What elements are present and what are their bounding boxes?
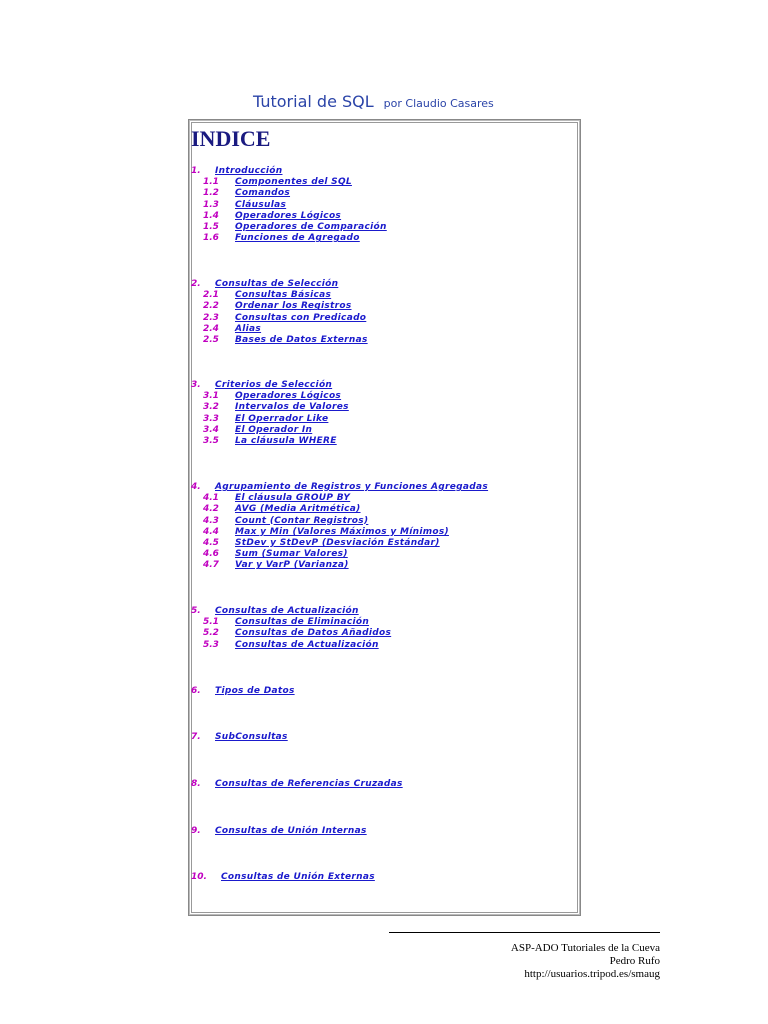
subsection-number: 1.2 xyxy=(203,188,219,199)
section-link[interactable]: Criterios de Selección xyxy=(215,380,333,390)
subsection-link[interactable]: Consultas de Actualización xyxy=(235,639,379,650)
subsection-link[interactable]: Cláusulas xyxy=(235,199,287,210)
section-number: 9. xyxy=(191,826,201,836)
subsection-number: 3.1 xyxy=(203,391,219,402)
subsection-link[interactable]: Operadores Lógicos xyxy=(235,391,342,402)
subsection-link[interactable]: Ordenar los Registros xyxy=(235,301,352,312)
subsection-number: 4.3 xyxy=(203,515,219,526)
subsection-link[interactable]: Funciones de Agregado xyxy=(235,233,360,244)
index-heading: INDICE xyxy=(191,126,271,151)
subsection-number: 3.5 xyxy=(203,436,219,446)
subsection-number: 2.3 xyxy=(203,312,219,323)
subsection-link[interactable]: El cláusula GROUP BY xyxy=(235,493,351,504)
subsection-number: 2.5 xyxy=(203,335,219,345)
section-number: 8. xyxy=(191,779,201,789)
subsection-link[interactable]: Operadores de Comparación xyxy=(235,222,387,232)
section-number: 7. xyxy=(191,732,201,742)
subsection-link[interactable]: Comandos xyxy=(235,188,291,199)
subsection-number: 4.6 xyxy=(203,549,219,560)
section-link[interactable]: Consultas de Referencias Cruzadas xyxy=(215,779,403,789)
section-number: 4. xyxy=(191,482,201,492)
subsection-number: 4.5 xyxy=(203,538,219,548)
section-number: 3. xyxy=(191,380,201,390)
footer-author: Pedro Rufo xyxy=(609,955,660,967)
subsection-number: 3.4 xyxy=(203,424,219,435)
section-number: 2. xyxy=(191,279,201,289)
subsection-number: 4.1 xyxy=(203,493,219,504)
subsection-link[interactable]: AVG (Media Aritmética) xyxy=(235,504,361,515)
document-title-main: Tutorial de SQL xyxy=(253,92,374,111)
subsection-link[interactable]: Max y Min (Valores Máximos y Mínimos) xyxy=(235,526,449,537)
subsection-number: 4.4 xyxy=(203,526,219,537)
subsection-link[interactable]: La cláusula WHERE xyxy=(235,436,337,446)
subsection-link[interactable]: El Operrador Like xyxy=(235,413,329,424)
section-link[interactable]: Agrupamiento de Registros y Funciones Agregadas xyxy=(215,482,489,492)
subsection-link[interactable]: Consultas Básicas xyxy=(235,290,332,301)
section-number: 10. xyxy=(191,872,207,882)
subsection-link[interactable]: Var y VarP (Varianza) xyxy=(235,560,349,571)
section-number: 1. xyxy=(191,166,201,176)
section-number: 5. xyxy=(191,606,201,616)
subsection-number: 3.2 xyxy=(203,402,219,413)
subsection-link[interactable]: El Operador In xyxy=(235,424,313,435)
subsection-number: 1.4 xyxy=(203,210,219,221)
subsection-link[interactable]: Operadores Lógicos xyxy=(235,210,342,221)
subsection-link[interactable]: Consultas de Datos Añadidos xyxy=(235,628,392,639)
section-link[interactable]: Consultas de Unión Internas xyxy=(215,826,367,836)
section-number: 6. xyxy=(191,686,201,696)
subsection-number: 5.1 xyxy=(203,617,219,628)
subsection-link[interactable]: Sum (Sumar Valores) xyxy=(235,549,348,560)
subsection-link[interactable]: StDev y StDevP (Desviación Estándar) xyxy=(235,538,440,548)
subsection-number: 1.3 xyxy=(203,199,219,210)
subsection-link[interactable]: Count (Contar Registros) xyxy=(235,515,369,526)
subsection-link[interactable]: Consultas con Predicado xyxy=(235,312,367,323)
subsection-number: 4.7 xyxy=(203,560,219,571)
subsection-link[interactable]: Intervalos de Valores xyxy=(235,402,349,413)
footer-site-title: ASP-ADO Tutoriales de la Cueva xyxy=(510,942,660,954)
subsection-link[interactable]: Consultas de Eliminación xyxy=(235,617,370,628)
subsection-number: 1.1 xyxy=(203,177,219,188)
subsection-number: 3.3 xyxy=(203,413,219,424)
footer-divider xyxy=(389,932,660,933)
subsection-number: 2.2 xyxy=(203,301,219,312)
subsection-number: 2.4 xyxy=(203,323,219,334)
subsection-number: 5.3 xyxy=(203,639,219,650)
subsection-link[interactable]: Bases de Datos Externas xyxy=(235,335,368,345)
document-title xyxy=(253,92,494,111)
subsection-number: 1.5 xyxy=(203,222,219,232)
footer-url: http://usuarios.tripod.es/smaug xyxy=(524,968,660,980)
subsection-link[interactable]: Alias xyxy=(235,323,262,334)
subsection-number: 2.1 xyxy=(203,290,219,301)
subsection-number: 1.6 xyxy=(203,233,219,244)
section-link[interactable]: Consultas de Actualización xyxy=(215,606,359,616)
document-title-author: por Claudio Casares xyxy=(383,97,494,110)
subsection-number: 5.2 xyxy=(203,628,219,639)
section-link[interactable]: Consultas de Selección xyxy=(215,279,339,289)
section-link[interactable]: Tipos de Datos xyxy=(215,686,295,696)
subsection-link[interactable]: Componentes del SQL xyxy=(235,177,352,188)
subsection-number: 4.2 xyxy=(203,504,219,515)
section-link[interactable]: Introducción xyxy=(215,166,283,176)
section-link[interactable]: SubConsultas xyxy=(215,732,288,742)
section-link[interactable]: Consultas de Unión Externas xyxy=(221,872,375,882)
